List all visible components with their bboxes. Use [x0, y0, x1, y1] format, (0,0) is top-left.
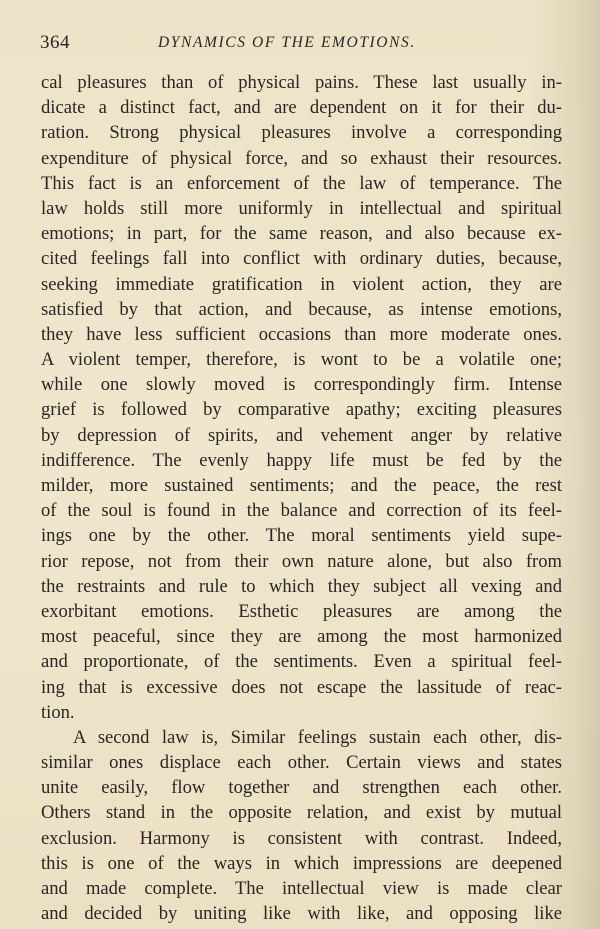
text-line: they have less sufficient occasions than more moderate ones.: [41, 323, 562, 345]
text-line: most peaceful, since they are among the most harmonized: [41, 626, 562, 648]
text-line: by depression of spirits, and vehement anger by relative: [41, 424, 562, 446]
text-line: expenditure of physical force, and so exhaust their resources.: [41, 147, 562, 169]
text-line: of the soul is found in the balance and correction of its feel-: [41, 500, 562, 522]
text-line: ing that is excessive does not escape the lassitude of reac-: [41, 676, 562, 698]
text-line: and proportionate, of the sentiments. Even a spiritual feel-: [41, 651, 562, 673]
text-line: Others stand in the opposite relation, and exist by mutual: [41, 802, 562, 824]
text-line: exclusion. Harmony is consistent with contrast. Indeed,: [41, 827, 562, 849]
text-line: ings one by the other. The moral sentiments yield supe-: [41, 525, 562, 547]
text-line: this is one of the ways in which impressions are deepened: [41, 852, 562, 874]
text-line: cal pleasures than of physical pains. These last usually in-: [41, 72, 562, 93]
running-title: DYNAMICS OF THE EMOTIONS.: [158, 34, 416, 51]
text-line: exorbitant emotions. Esthetic pleasures are among the: [41, 600, 562, 622]
body-text: [41, 70, 562, 926]
text-line: law holds still more uniformly in intellectual and spiritual: [41, 197, 562, 219]
running-head: [40, 32, 560, 56]
text-line: A violent temper, therefore, is wont to be a volatile one;: [41, 349, 562, 371]
text-line: the restraints and rule to which they subject all vexing and: [41, 575, 562, 597]
text-line: milder, more sustained sentiments; and the peace, the rest: [41, 475, 562, 496]
text-line: and made complete. The intellectual view is made clear: [41, 878, 562, 899]
text-line: indifference. The evenly happy life must be fed by the: [41, 449, 562, 471]
text-line: cited feelings fall into conflict with ordinary duties, because,: [41, 248, 562, 270]
text-line: ration. Strong physical pleasures involve a corresponding: [41, 122, 562, 144]
text-line: dicate a distinct fact, and are dependent on it for their du-: [41, 97, 562, 119]
paragraph-start-line: A second law is, Similar feelings sustain each other, dis-: [73, 726, 562, 748]
text-line: while one slowly moved is correspondingly firm. Intense: [41, 374, 562, 396]
text-line: This fact is an enforcement of the law of temperance. The: [41, 172, 562, 194]
text-line: seeking immediate gratification in violent action, they are: [41, 273, 562, 295]
page-number: 364: [40, 32, 70, 53]
text-line: and decided by uniting like with like, and opposing like: [41, 903, 562, 925]
text-line: tion.: [41, 701, 75, 723]
text-line: satisfied by that action, and because, as intense emotions,: [41, 298, 562, 320]
text-line: emotions; in part, for the same reason, and also because ex-: [41, 223, 562, 245]
text-line: rior repose, not from their own nature alone, but also from: [41, 550, 562, 572]
text-line: unite easily, flow together and strengthen each other.: [41, 777, 562, 799]
text-line: similar ones displace each other. Certain views and states: [41, 752, 562, 774]
text-line: grief is followed by comparative apathy; exciting pleasures: [41, 399, 562, 421]
